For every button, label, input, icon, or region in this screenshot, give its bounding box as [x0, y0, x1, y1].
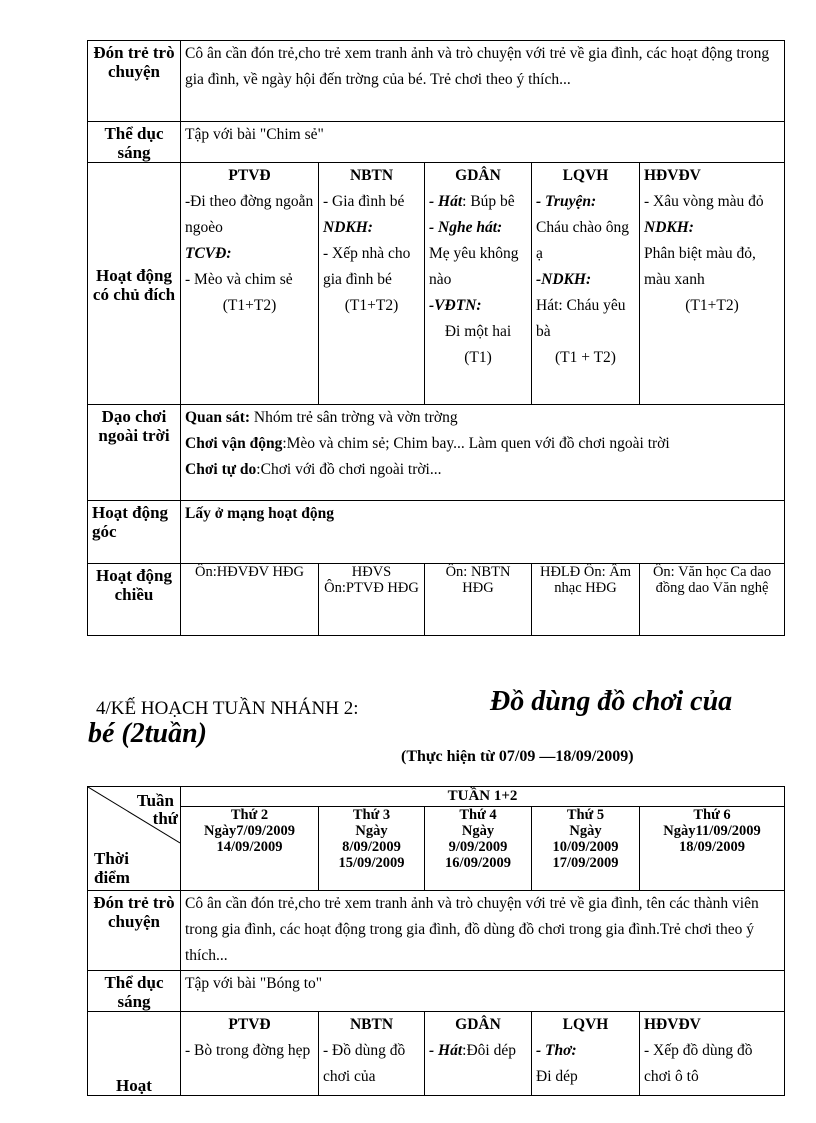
- activity-text: - Bò trong đờng hẹp: [185, 1042, 311, 1059]
- day-name: Thứ 5: [566, 807, 605, 823]
- afternoon-cell: HĐLĐ Ôn: Âm nhạc HĐG: [532, 564, 640, 636]
- activity-text: :Đôi dép: [462, 1042, 516, 1059]
- row-hdcd: [88, 163, 785, 405]
- day-date: Ngày: [355, 823, 388, 839]
- day-date: 8/09/2009: [342, 839, 401, 855]
- section-title-italic-2: bé (2tuần): [88, 718, 207, 749]
- day-cell: [181, 807, 319, 891]
- activity-head: NBTN: [349, 167, 394, 184]
- activity-head: NBTN: [349, 1016, 394, 1033]
- activity-text: - Xếp đồ dùng đồ chơi ô tô: [644, 1042, 753, 1085]
- row-hd-goc: [88, 501, 785, 564]
- afternoon-cell: Ôn:HĐVĐV HĐG: [181, 564, 319, 636]
- activity-text: - Đồ dùng đồ chơi của: [323, 1042, 406, 1085]
- activity-cell: [425, 163, 532, 405]
- row-label: Dạo chơi ngoài trời: [88, 405, 181, 501]
- row-label: Thể dục sáng: [88, 122, 181, 163]
- afternoon-cell: Ôn: NBTN HĐG: [425, 564, 532, 636]
- activity-head: PTVĐ: [228, 1016, 271, 1033]
- activity-head: GDÂN: [455, 167, 501, 184]
- activity-subhead: -NDKH:: [536, 271, 592, 288]
- activity-cell: [640, 1012, 785, 1096]
- day-date: Ngày7/09/2009: [203, 823, 296, 839]
- activity-text: - Gia đình bé: [323, 193, 405, 210]
- activity-text: - Xếp nhà cho gia đình bé: [323, 245, 411, 288]
- row-content: Tập với bài "Chim sẻ": [181, 122, 785, 163]
- row-label: Đón trẻ trò chuyện: [88, 891, 181, 971]
- weekly-plan-table-2: [87, 786, 785, 1096]
- day-date: Ngày: [461, 823, 495, 839]
- row-label: Hoạt động có chủ đích: [88, 163, 181, 405]
- row-the-duc: [88, 122, 785, 163]
- section-title-italic: Đồ dùng đồ chơi của: [490, 686, 733, 717]
- activity-text: Mẹ yêu không nào: [429, 245, 519, 288]
- afternoon-cell: HĐVS Ôn:PTVĐ HĐG: [319, 564, 425, 636]
- day-date: 14/09/2009: [216, 839, 283, 855]
- activity-subhead: - Nghe hát:: [429, 219, 503, 236]
- text-choi-van-dong: :Mèo và chim sẻ; Chim bay... Làm quen với đồ chơi ngoài trời: [282, 435, 670, 452]
- row-week: [88, 787, 785, 807]
- text-choi-tu-do: :Chơi với đồ chơi ngoài trời...: [256, 461, 442, 478]
- text-quan-sat: Nhóm trẻ sân trờng và vờn trờng: [253, 409, 458, 426]
- activity-head: GDÂN: [455, 1016, 501, 1033]
- activity-period: (T1): [464, 349, 492, 366]
- day-date: 18/09/2009: [679, 839, 746, 855]
- row-dao-choi: [88, 405, 785, 501]
- row-content: Lấy ở mạng hoạt động: [181, 501, 785, 564]
- date-range: (Thực hiện từ 07/09 —18/09/2009): [401, 748, 634, 765]
- activity-cell: [319, 163, 425, 405]
- corner-cell: [88, 787, 181, 891]
- activity-cell: [640, 163, 785, 405]
- row-the-duc: [88, 971, 785, 1012]
- activity-text: Hát: Cháu yêu bà: [536, 297, 626, 340]
- activity-text: - Xâu vòng màu đỏ: [644, 193, 764, 210]
- day-name: Thứ 6: [693, 807, 731, 823]
- section-title: 4/KẾ HOẠCH TUẦN NHÁNH 2:: [96, 698, 359, 719]
- day-name: Thứ 3: [352, 807, 391, 823]
- corner-thu: thứ: [152, 809, 178, 828]
- activity-text: Đi một hai: [444, 323, 512, 340]
- day-date: 15/09/2009: [338, 855, 405, 871]
- activity-text: - Mèo và chim sẻ: [185, 271, 293, 288]
- activity-head: LQVH: [562, 1016, 609, 1033]
- afternoon-cell: Ôn: Văn học Ca dao đồng dao Văn nghệ: [640, 564, 785, 636]
- corner-tuan: Tuần: [136, 791, 174, 810]
- day-date: 10/09/2009: [552, 839, 619, 855]
- day-name: Thứ 4: [459, 807, 497, 823]
- activity-head: PTVĐ: [228, 167, 271, 184]
- day-date: 9/09/2009: [448, 839, 508, 855]
- day-cell: [425, 807, 532, 891]
- activity-subhead: - Hát: [429, 1042, 463, 1059]
- activity-period: (T1 + T2): [555, 349, 616, 366]
- row-don-tre: [88, 41, 785, 122]
- week-label: TUẦN 1+2: [181, 787, 785, 807]
- day-cell: [640, 807, 785, 891]
- activity-cell: [425, 1012, 532, 1096]
- day-date: 16/09/2009: [444, 855, 512, 871]
- activity-head: LQVH: [562, 167, 609, 184]
- day-name: Thứ 2: [230, 807, 269, 823]
- activity-subhead: - Truyện:: [536, 193, 597, 210]
- corner-thoi-diem: Thời điểm: [94, 849, 130, 887]
- activity-head: HĐVĐV: [644, 167, 701, 184]
- row-don-tre: [88, 891, 785, 971]
- row-label: Hoạt: [88, 1012, 181, 1096]
- activity-text: : Búp bê: [462, 193, 515, 210]
- day-date: 17/09/2009: [552, 855, 619, 871]
- label-choi-tu-do: Chơi tự do: [185, 461, 257, 478]
- activity-cell: [532, 1012, 640, 1096]
- row-content: Tập với bài "Bóng to": [181, 971, 785, 1012]
- activity-cell: [181, 1012, 319, 1096]
- activity-subhead: NDKH:: [644, 219, 694, 236]
- activity-subhead: NDKH:: [323, 219, 373, 236]
- row-label: Thể dục sáng: [88, 971, 181, 1012]
- row-content: Cô ân cần đón trẻ,cho trẻ xem tranh ảnh và trò chuyện với trẻ về gia đình, tên các thành viên trong gia đình, các hoạt động trong gia đình, đồ dùng đồ chơi trong gia đình.Trẻ chơi theo ý thích...: [181, 891, 785, 971]
- activity-period: (T1+T2): [222, 297, 277, 314]
- activity-cell: [181, 163, 319, 405]
- activity-text: -Đi theo đờng ngoằn ngoèo: [185, 193, 314, 236]
- row-days: [88, 807, 785, 891]
- row-content: Cô ân cần đón trẻ,cho trẻ xem tranh ảnh và trò chuyện với trẻ về gia đình, các hoạt động trong gia đình, về ngày hội đến trờng của bé. Trẻ chơi theo ý thích...: [181, 41, 785, 122]
- weekly-plan-table-1: [87, 40, 785, 636]
- day-date: Ngày11/09/2009: [663, 823, 761, 839]
- row-hd-chieu: [88, 564, 785, 636]
- row-label: Đón trẻ trò chuyện: [88, 41, 181, 122]
- day-cell: [319, 807, 425, 891]
- activity-period: (T1+T2): [685, 297, 739, 314]
- activity-text: Cháu chào ông ạ: [536, 219, 629, 262]
- activity-text: Phân biệt màu đỏ, màu xanh: [644, 245, 756, 288]
- row-label: Hoạt động góc: [88, 501, 181, 564]
- label-quan-sat: Quan sát:: [185, 409, 251, 426]
- row-content: [181, 405, 785, 501]
- activity-subhead: -VĐTN:: [429, 297, 482, 314]
- activity-subhead: - Hát: [429, 193, 463, 210]
- label-choi-van-dong: Chơi vận động: [185, 435, 283, 452]
- activity-subhead: - Thơ:: [536, 1042, 577, 1059]
- activity-subhead: TCVĐ:: [185, 245, 232, 262]
- activity-period: (T1+T2): [344, 297, 399, 314]
- activity-text: Đi dép: [536, 1068, 578, 1085]
- activity-cell: [319, 1012, 425, 1096]
- row-label: Hoạt động chiều: [88, 564, 181, 636]
- activity-head: HĐVĐV: [644, 1016, 701, 1033]
- activity-cell: [532, 163, 640, 405]
- day-date: Ngày: [569, 823, 602, 839]
- row-hdcd: [88, 1012, 785, 1096]
- day-cell: [532, 807, 640, 891]
